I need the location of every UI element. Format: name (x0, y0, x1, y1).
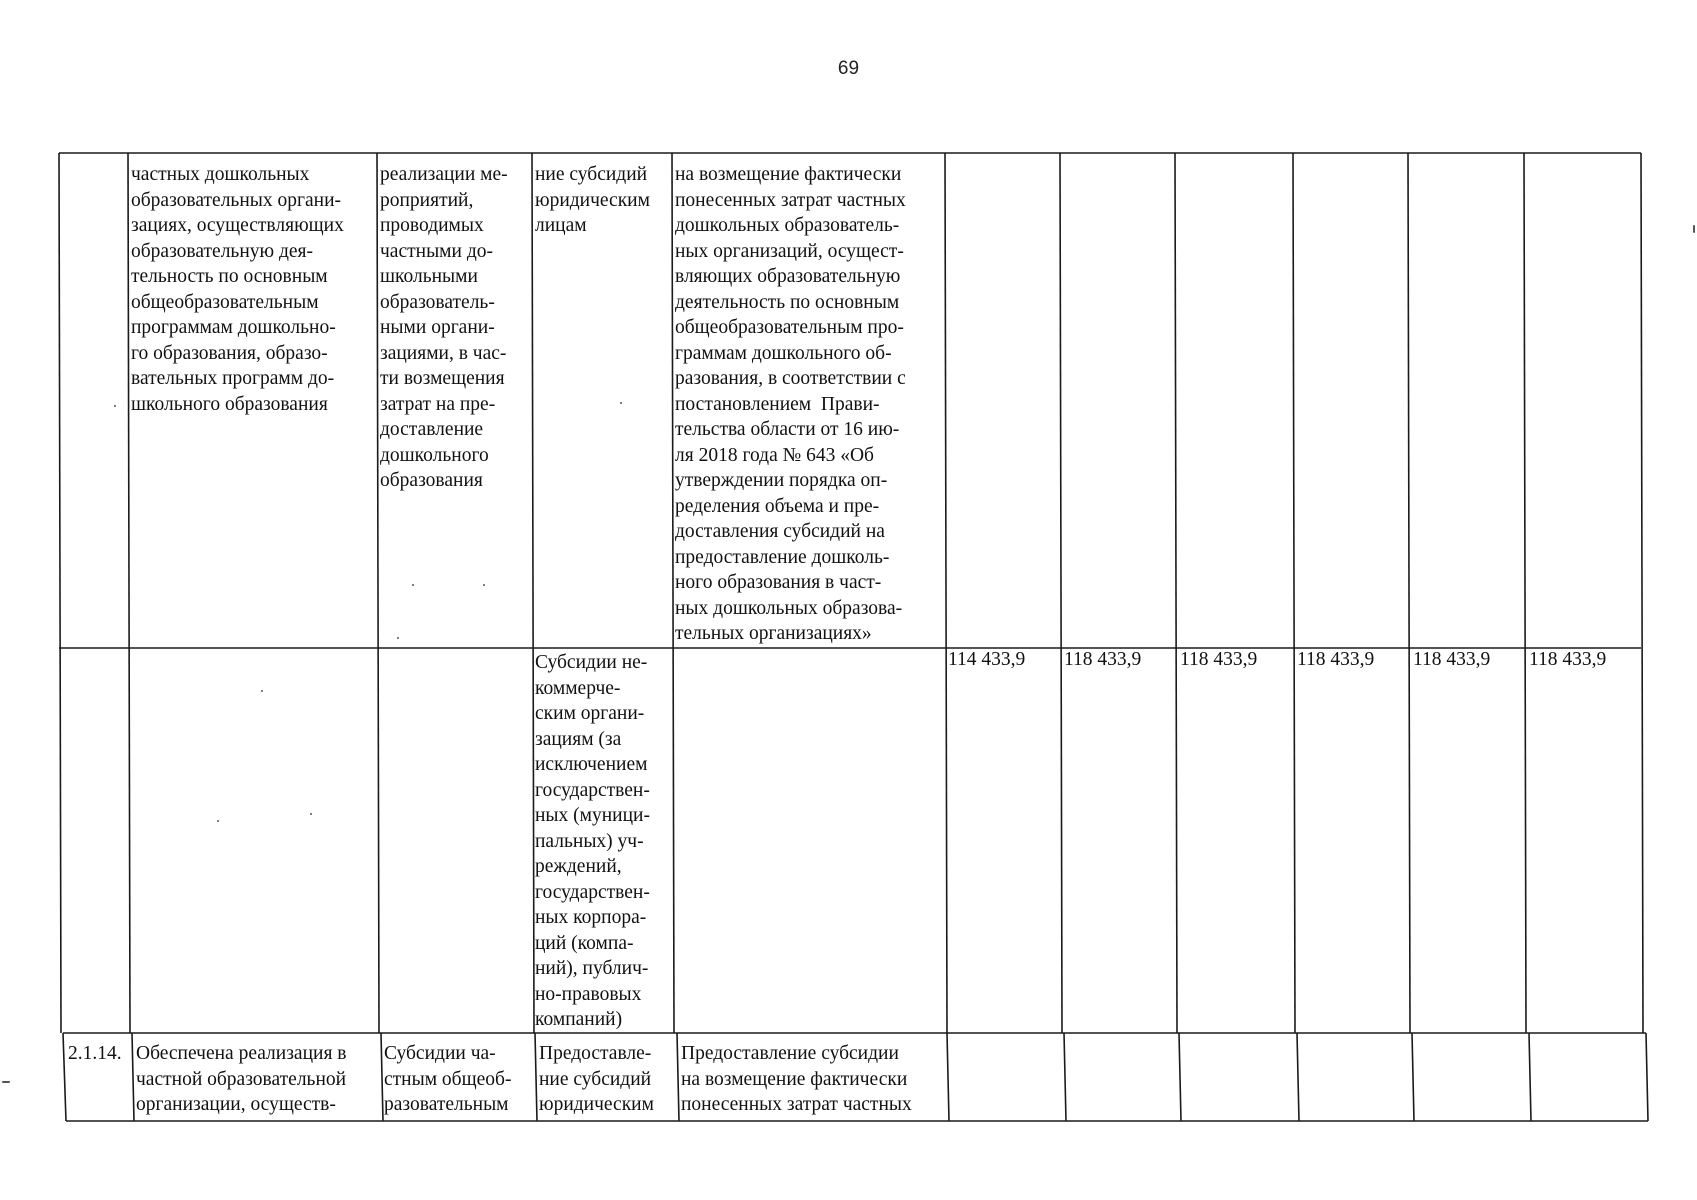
scan-speck (217, 820, 219, 822)
row1-measure-cell: реализации ме- роприятий, проводимых частными до- школьными образователь- ными органи- зациями, в час- ти возмещения затрат на пре- доставление дошкольного образования (380, 164, 508, 491)
row3-measure-cell: Субсидии ча- стным общеоб- разовательным (384, 1043, 512, 1115)
scan-speck (412, 584, 414, 586)
row2-value-6: 118 433,9 (1529, 649, 1607, 670)
scan-speck (483, 584, 485, 586)
row1-basis-cell: на возмещение фактически понесенных затрат частных дошкольных образователь- ных организаций, осущест- вляющих образовательную деятельность по основным общеобразовательным про- граммам дошкольного об- разования, в соответствии с постановлением Прави- тельства области от 16 ию- ля 2018 года № 643 «Об утверждении порядка оп- ределения объема и пре- доставления субсидий на предоставление дошколь- ного образования в част- ных дошкольных образова- тельных организациях» (675, 164, 906, 644)
scan-speck (2, 1081, 10, 1083)
row3-basis-cell: Предоставление субсидии на возмещение фактически понесенных затрат частных (681, 1043, 912, 1115)
scan-speck (397, 637, 399, 639)
scan-speck (261, 690, 263, 692)
scan-speck (1693, 225, 1695, 233)
row2-value-4: 118 433,9 (1297, 649, 1375, 670)
row3-type-cell: Предоставле- ние субсидий юридическим (539, 1043, 654, 1115)
row2-value-1: 114 433,9 (948, 649, 1026, 670)
row2-type-cell: Субсидии не- коммерче- ским органи- зациям (за исключением государствен- ных (муници- пальных) уч- реждений, государствен- ных корпора- ций (компа- ний), публич- но-правовых компаний) (535, 652, 650, 1030)
row2-value-5: 118 433,9 (1413, 649, 1491, 670)
scan-speck (620, 402, 622, 404)
row1-type-cell: ние субсидий юридическим лицам (535, 164, 650, 236)
row1-result-cell: частных дошкольных образовательных органи- зациях, осуществляющих образовательную дея- тельность по основным общеобразовательным программам дошкольно- го образования, образо- вательных программ до- школьного образования (131, 164, 344, 415)
page-number: 69 (837, 58, 860, 79)
row3-number-cell: 2.1.14. (68, 1043, 122, 1064)
row2-value-2: 118 433,9 (1064, 649, 1142, 670)
scan-speck (310, 813, 312, 815)
scan-speck (114, 405, 116, 407)
row2-value-3: 118 433,9 (1180, 649, 1258, 670)
row3-result-cell: Обеспечена реализация в частной образовательной организации, осуществ- (136, 1043, 347, 1115)
